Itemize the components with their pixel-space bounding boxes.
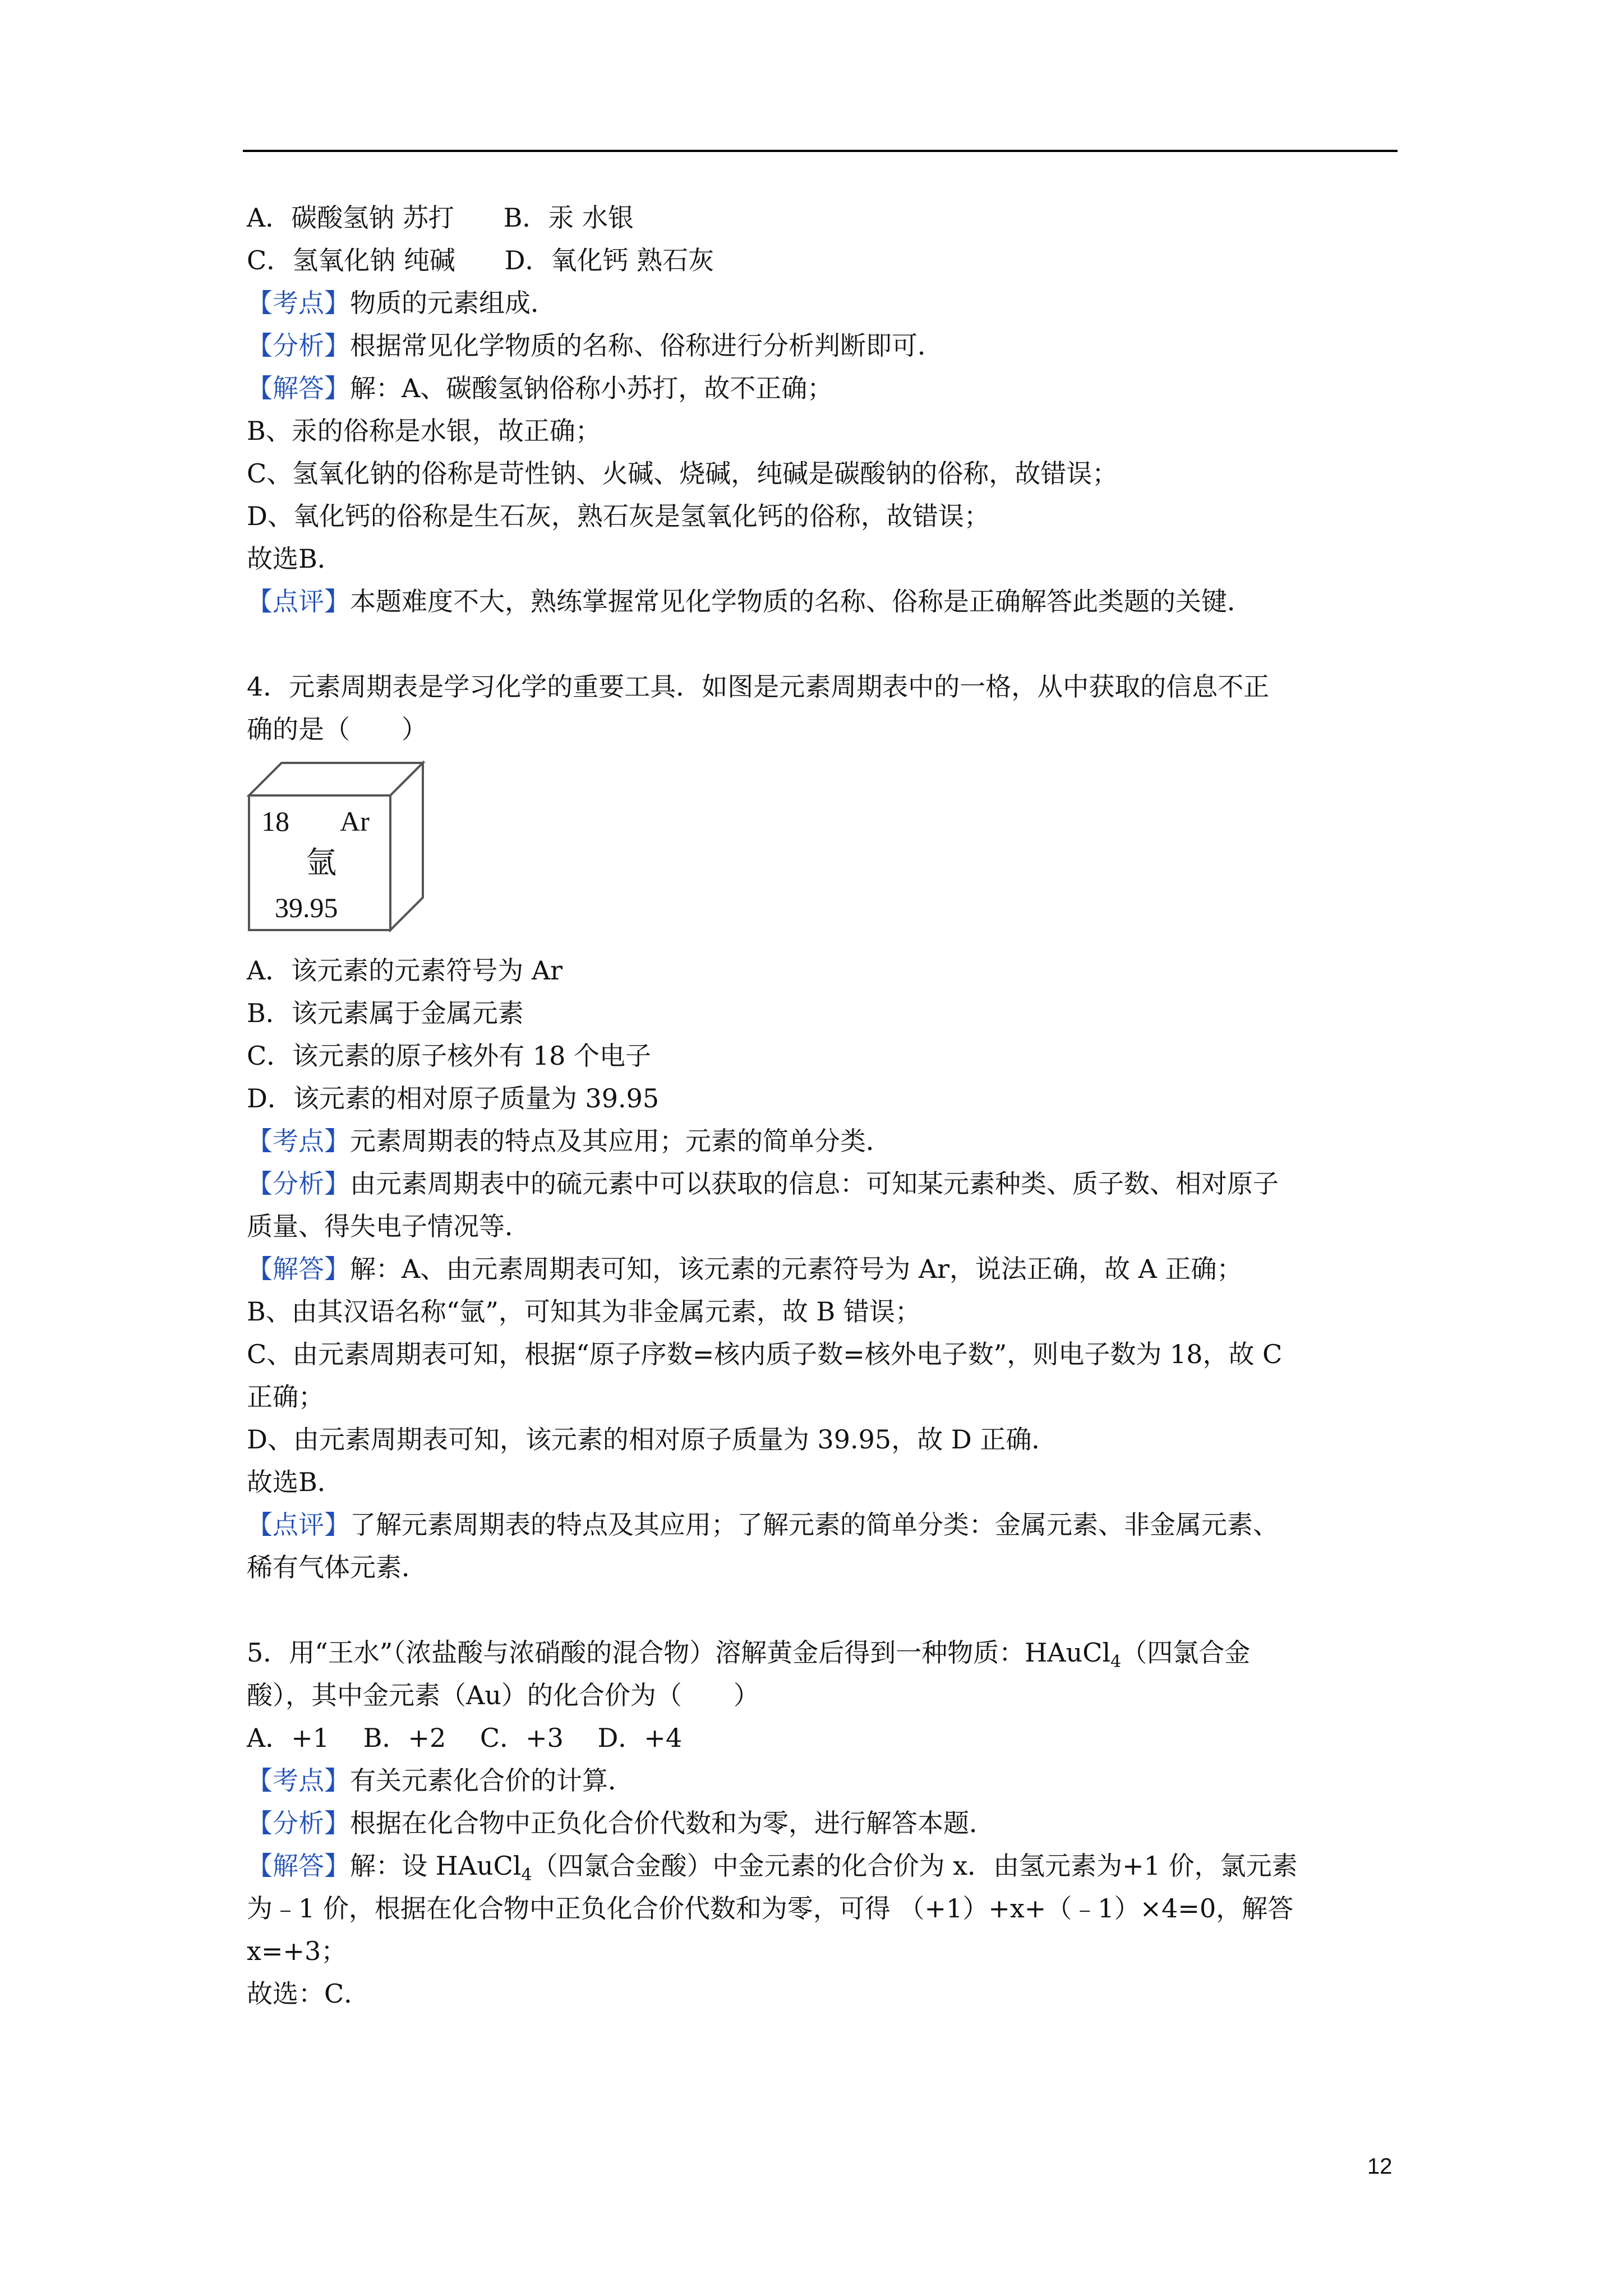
q4-option-a: A．该元素的元素符号为 Ar bbox=[247, 955, 563, 986]
q3-fenxi bbox=[247, 324, 1402, 367]
atomic-number: 18 bbox=[261, 806, 289, 837]
q4-fenxi-line-2: 质量、得失电子情况等． bbox=[247, 1211, 531, 1241]
jieda-tag: 【解答】 bbox=[247, 1254, 350, 1284]
q4-option-d: D．该元素的相对原子质量为 39.95 bbox=[247, 1083, 660, 1114]
q5-stem-text-cont: （四氯合金 bbox=[1121, 1637, 1251, 1668]
q4-dianping-line-2: 稀有气体元素． bbox=[247, 1552, 427, 1582]
q3-option-c: C．氢氧化钠 纯碱 bbox=[247, 245, 455, 275]
q4-fenxi bbox=[247, 1162, 1402, 1205]
q4-dianping-line-1: 了解元素周期表的特点及其应用；了解元素的简单分类：金属元素、非金属元素、 bbox=[350, 1510, 1279, 1540]
q3-option-d: D．氧化钙 熟石灰 bbox=[504, 245, 714, 275]
q3-option-b: B．汞 水银 bbox=[503, 203, 634, 233]
q4-kaodian-text: 元素周期表的特点及其应用；元素的简单分类． bbox=[350, 1126, 892, 1156]
q4-jieda-line-1: 解：A、由元素周期表可知，该元素的元素符号为 Ar，说法正确，故 A 正确； bbox=[350, 1254, 1243, 1284]
atomic-mass: 39.95 bbox=[275, 892, 338, 923]
element-symbol: Ar bbox=[340, 806, 370, 837]
subscript-4: 4 bbox=[1110, 1652, 1122, 1672]
header-rule bbox=[243, 150, 1398, 152]
element-name: 氩 bbox=[306, 845, 336, 880]
kaodian-tag: 【考点】 bbox=[247, 288, 350, 318]
spacer bbox=[247, 1589, 1402, 1631]
q5-stem-line-2: 酸），其中金元素（Au）的化合价为（ ） bbox=[247, 1680, 759, 1710]
q4-jieda-line-3: C、由元素周期表可知，根据“原子序数=核内质子数=核外电子数”，则电子数为 18，故 C bbox=[247, 1339, 1283, 1369]
q3-options-row-1 bbox=[247, 196, 1402, 239]
q3-jieda-line-4: D、氧化钙的俗称是生石灰，熟石灰是氢氧化钙的俗称，故错误； bbox=[247, 501, 990, 531]
q5-kaodian-text: 有关元素化合价的计算． bbox=[350, 1765, 634, 1796]
q5-jieda bbox=[247, 1844, 1402, 1887]
q3-answer: 故选B． bbox=[247, 544, 343, 574]
q5-fenxi-text: 根据在化合物中正负化合价代数和为零，进行解答本题． bbox=[350, 1808, 995, 1838]
q4-option-c: C．该元素的原子核外有 18 个电子 bbox=[247, 1041, 651, 1071]
q3-jieda-line-1: 解：A、碳酸氢钠俗称小苏打，故不正确； bbox=[350, 373, 833, 403]
jieda-tag: 【解答】 bbox=[247, 373, 350, 403]
q3-kaodian bbox=[247, 282, 1402, 324]
q4-stem-line-2: 确的是（ ） bbox=[247, 714, 427, 744]
subscript-4: 4 bbox=[521, 1865, 532, 1885]
dianping-tag: 【点评】 bbox=[247, 586, 350, 616]
q3-kaodian-text: 物质的元素组成． bbox=[350, 288, 556, 318]
q5-options: A．+1 B．+2 C．+3 D．+4 bbox=[247, 1723, 683, 1753]
q4-jieda-line-4: 正确； bbox=[247, 1382, 324, 1412]
q4-dianping bbox=[247, 1503, 1402, 1546]
q4-stem-line-1: 4．元素周期表是学习化学的重要工具．如图是元素周期表中的一格，从中获取的信息不正 bbox=[247, 671, 1270, 702]
q3-dianping bbox=[247, 580, 1402, 623]
page-content bbox=[247, 196, 1402, 2015]
q3-jieda bbox=[247, 367, 1402, 409]
fenxi-tag: 【分析】 bbox=[247, 1168, 350, 1199]
q3-dianping-text: 本题难度不大，熟练掌握常见化学物质的名称、俗称是正确解答此类题的关键． bbox=[350, 586, 1253, 616]
q4-jieda-line-2: B、由其汉语名称“氩”，可知其为非金属元素，故 B 错误； bbox=[247, 1296, 921, 1327]
q3-jieda-line-3: C、氢氧化钠的俗称是苛性钠、火碱、烧碱，纯碱是碳酸钠的俗称，故错误； bbox=[247, 458, 1118, 489]
q5-jieda-text: 解：设 HAuCl bbox=[350, 1851, 522, 1881]
spacer bbox=[247, 623, 1402, 665]
q4-jieda-line-5: D、由元素周期表可知，该元素的相对原子质量为 39.95，故 D 正确． bbox=[247, 1424, 1058, 1455]
kaodian-tag: 【考点】 bbox=[247, 1126, 350, 1156]
q4-kaodian bbox=[247, 1120, 1402, 1162]
kaodian-tag: 【考点】 bbox=[247, 1765, 350, 1796]
q5-jieda-text-cont: （四氯合金酸）中金元素的化合价为 x．由氢元素为+1 价，氯元素 bbox=[532, 1851, 1298, 1881]
q3-options-row-2 bbox=[247, 239, 1402, 282]
q5-jieda-line-3: x=+3； bbox=[247, 1936, 347, 1966]
q5-kaodian bbox=[247, 1759, 1402, 1802]
q3-jieda-line-2: B、汞的俗称是水银，故正确； bbox=[247, 416, 601, 446]
q5-fenxi bbox=[247, 1802, 1402, 1844]
q4-fenxi-line-1: 由元素周期表中的硫元素中可以获取的信息：可知某元素种类、质子数、相对原子 bbox=[350, 1168, 1279, 1199]
fenxi-tag: 【分析】 bbox=[247, 330, 350, 361]
periodic-table-cell-figure bbox=[247, 758, 426, 932]
q4-answer: 故选B． bbox=[247, 1467, 343, 1497]
fenxi-tag: 【分析】 bbox=[247, 1808, 350, 1838]
jieda-tag: 【解答】 bbox=[247, 1851, 350, 1881]
q5-jieda-line-2: 为﹣1 价，根据在化合物中正负化合价代数和为零，可得 （+1）+x+（﹣1）×4=0，解答 bbox=[247, 1893, 1294, 1924]
dianping-tag: 【点评】 bbox=[247, 1510, 350, 1540]
q4-jieda bbox=[247, 1248, 1402, 1290]
page-number: 12 bbox=[1367, 2154, 1393, 2179]
q5-stem-line-1 bbox=[247, 1631, 1402, 1674]
q5-stem-text: 5．用“王水”（浓盐酸与浓硝酸的混合物）溶解黄金后得到一种物质：HAuCl bbox=[247, 1637, 1111, 1668]
q5-answer: 故选：C． bbox=[247, 1978, 370, 2009]
q3-fenxi-text: 根据常见化学物质的名称、俗称进行分析判断即可． bbox=[350, 330, 943, 361]
q3-option-a: A．碳酸氢钠 苏打 bbox=[247, 203, 454, 233]
q4-option-b: B．该元素属于金属元素 bbox=[247, 998, 524, 1028]
